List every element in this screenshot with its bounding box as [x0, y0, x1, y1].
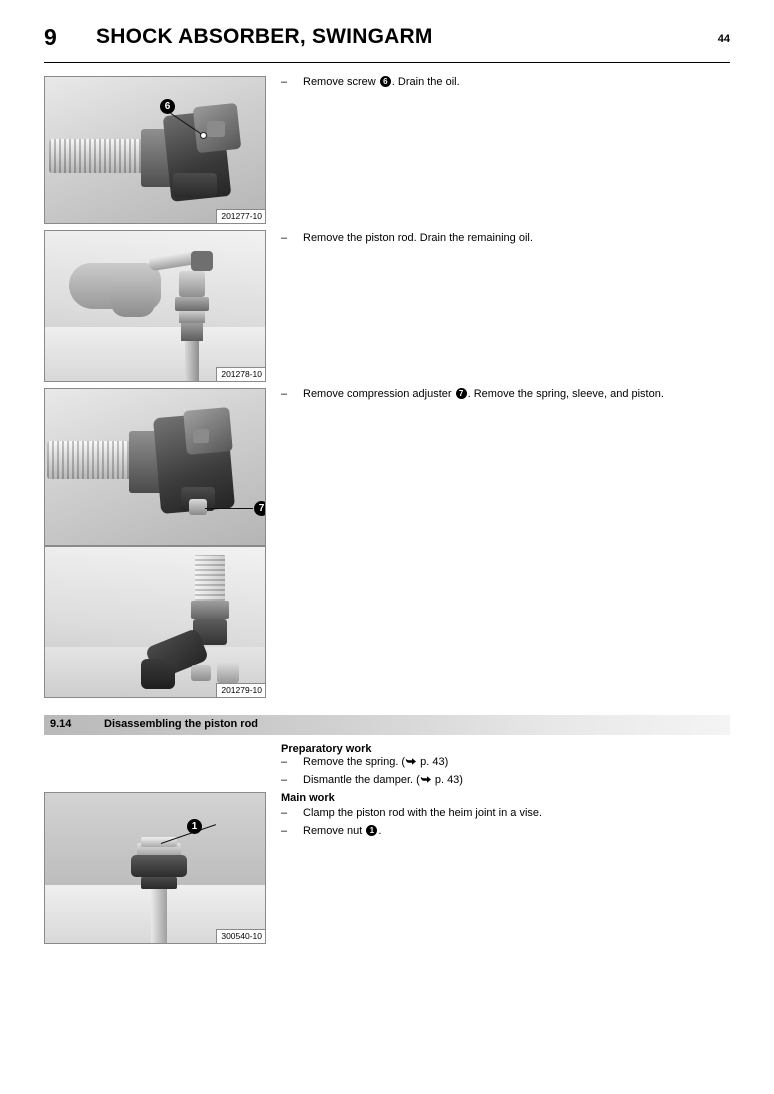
- inline-callout-1: 1: [366, 825, 377, 836]
- figure-300540-10: [44, 792, 266, 944]
- page-title: SHOCK ABSORBER, SWINGARM: [96, 25, 433, 48]
- prep-dash: –: [281, 774, 288, 786]
- main-dash: –: [281, 825, 288, 837]
- step-dash: –: [281, 388, 288, 400]
- figure-id-300540-10: 300540-10: [216, 929, 265, 943]
- reference-hand-icon: [420, 774, 432, 789]
- callout-7: 7: [254, 501, 266, 516]
- step-text: Remove compression adjuster 7 . Remove the spring, sleeve, and piston.: [303, 388, 664, 400]
- callout-1: 1: [187, 819, 202, 834]
- figure-id-201279-10: 201279-10: [216, 683, 265, 697]
- preparatory-work-heading: Preparatory work: [281, 743, 372, 755]
- chapter-number: 9: [44, 24, 57, 50]
- step-dash: –: [281, 76, 288, 88]
- figure-id-201278-10: 201278-10: [216, 367, 265, 381]
- section-number: 9.14: [50, 718, 72, 730]
- figure-201278-10: [44, 230, 266, 382]
- main-text: Clamp the piston rod with the heim joint in a vise.: [303, 807, 543, 819]
- page-header: [44, 22, 730, 58]
- figure-id-201277-10: 201277-10: [216, 209, 265, 223]
- main-text: Remove nut 1 .: [303, 825, 382, 837]
- step-text: Remove screw 6 . Drain the oil.: [303, 76, 460, 88]
- inline-callout-7: 7: [456, 388, 467, 399]
- section-header-bar: [44, 715, 730, 735]
- header-divider: [44, 62, 730, 63]
- inline-callout-6: 6: [380, 76, 391, 87]
- prep-text: Dismantle the damper. ( p. 43): [303, 773, 763, 789]
- page-number: 44: [717, 33, 730, 45]
- main-work-heading: Main work: [281, 792, 335, 804]
- figure-compression-adjuster: [44, 388, 266, 546]
- section-title: Disassembling the piston rod: [104, 718, 259, 730]
- leader-dot: [200, 132, 207, 139]
- step-dash: –: [281, 232, 288, 244]
- prep-text: Remove the spring. ( p. 43): [303, 755, 763, 771]
- main-dash: –: [281, 807, 288, 819]
- prep-dash: –: [281, 756, 288, 768]
- callout-6: 6: [160, 99, 175, 114]
- step-text: Remove the piston rod. Drain the remaining oil.: [303, 232, 533, 244]
- figure-201277-10: [44, 76, 266, 224]
- figure-201279-10: [44, 546, 266, 698]
- reference-hand-icon: [405, 756, 417, 771]
